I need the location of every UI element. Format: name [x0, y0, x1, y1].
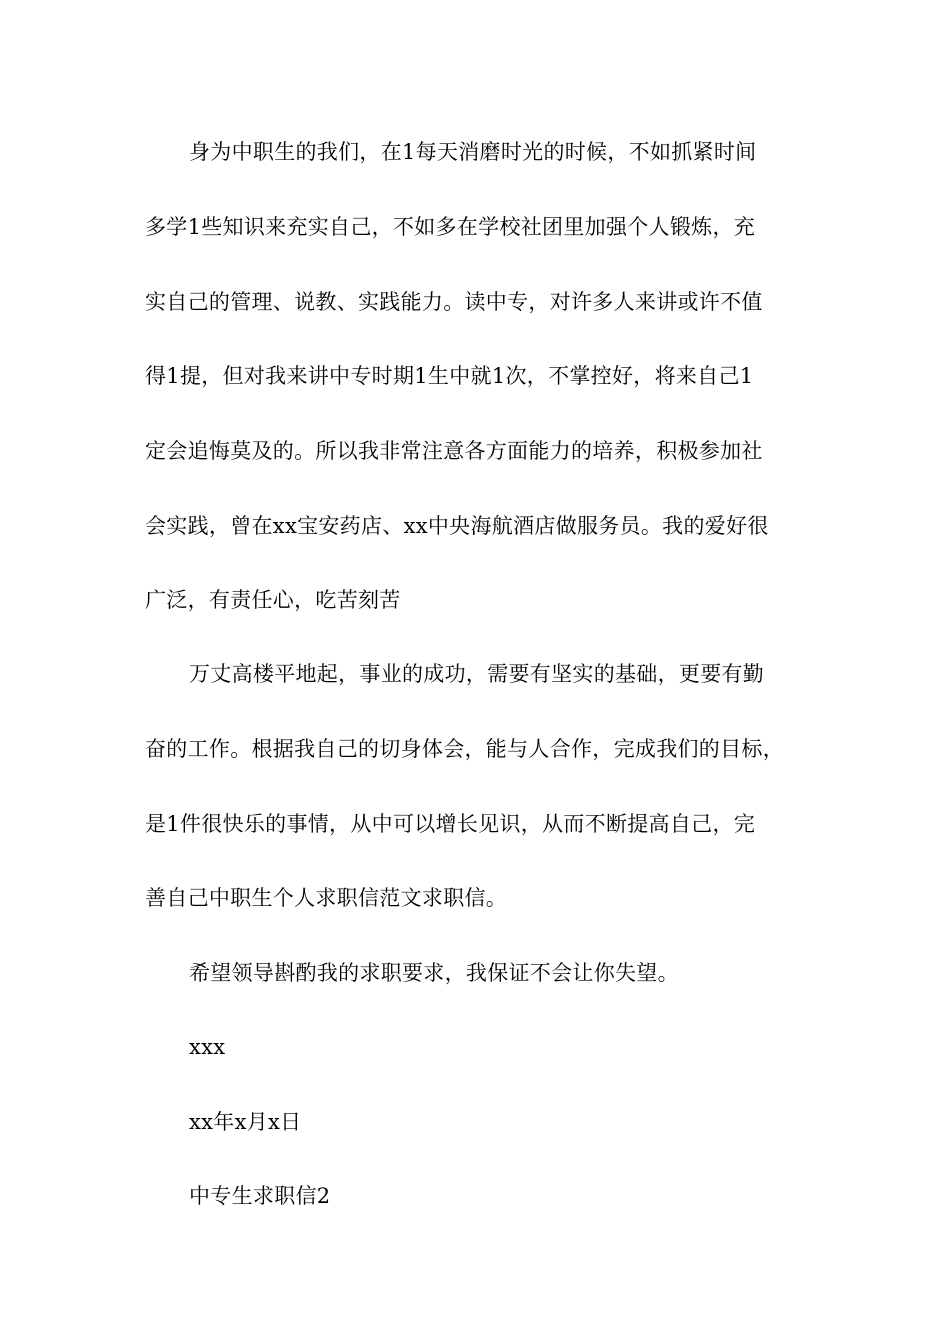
- paragraph-1-line-5: 定会追悔莫及的。所以我非常注意各方面能力的培养，积极参加社: [145, 439, 763, 463]
- paragraph-1-line-6: 会实践，曾在xx宝安药店、xx中央海航酒店做服务员。我的爱好很: [145, 514, 769, 538]
- paragraph-2-line-3: 是1件很快乐的事情，从中可以增长见识，从而不断提高自己，完: [145, 812, 756, 836]
- paragraph-1-line-1: 身为中职生的我们，在1每天消磨时光的时候，不如抓紧时间: [189, 140, 757, 164]
- signature-date: xx年x月x日: [189, 1110, 302, 1134]
- next-section-title: 中专生求职信2: [189, 1184, 331, 1208]
- paragraph-1-line-7: 广泛，有责任心，吃苦刻苦: [145, 588, 401, 612]
- paragraph-2-line-2: 奋的工作。根据我自己的切身体会，能与人合作，完成我们的目标，: [145, 737, 784, 761]
- paragraph-1-line-4: 得1提，但对我来讲中专时期1生中就1次，不掌控好，将来自己1: [145, 364, 754, 388]
- closing-line: 希望领导斟酌我的求职要求，我保证不会让你失望。: [189, 961, 679, 985]
- signature-name: xxx: [189, 1035, 226, 1059]
- paragraph-1-line-3: 实自己的管理、说教、实践能力。读中专，对许多人来讲或许不值: [145, 290, 763, 314]
- paragraph-1-line-2: 多学1些知识来充实自己，不如多在学校社团里加强个人锻炼，充: [145, 215, 756, 239]
- paragraph-2-line-4: 善自己中职生个人求职信范文求职信。: [145, 886, 508, 910]
- paragraph-2-line-1: 万丈高楼平地起，事业的成功，需要有坚实的基础，更要有勤: [189, 662, 765, 686]
